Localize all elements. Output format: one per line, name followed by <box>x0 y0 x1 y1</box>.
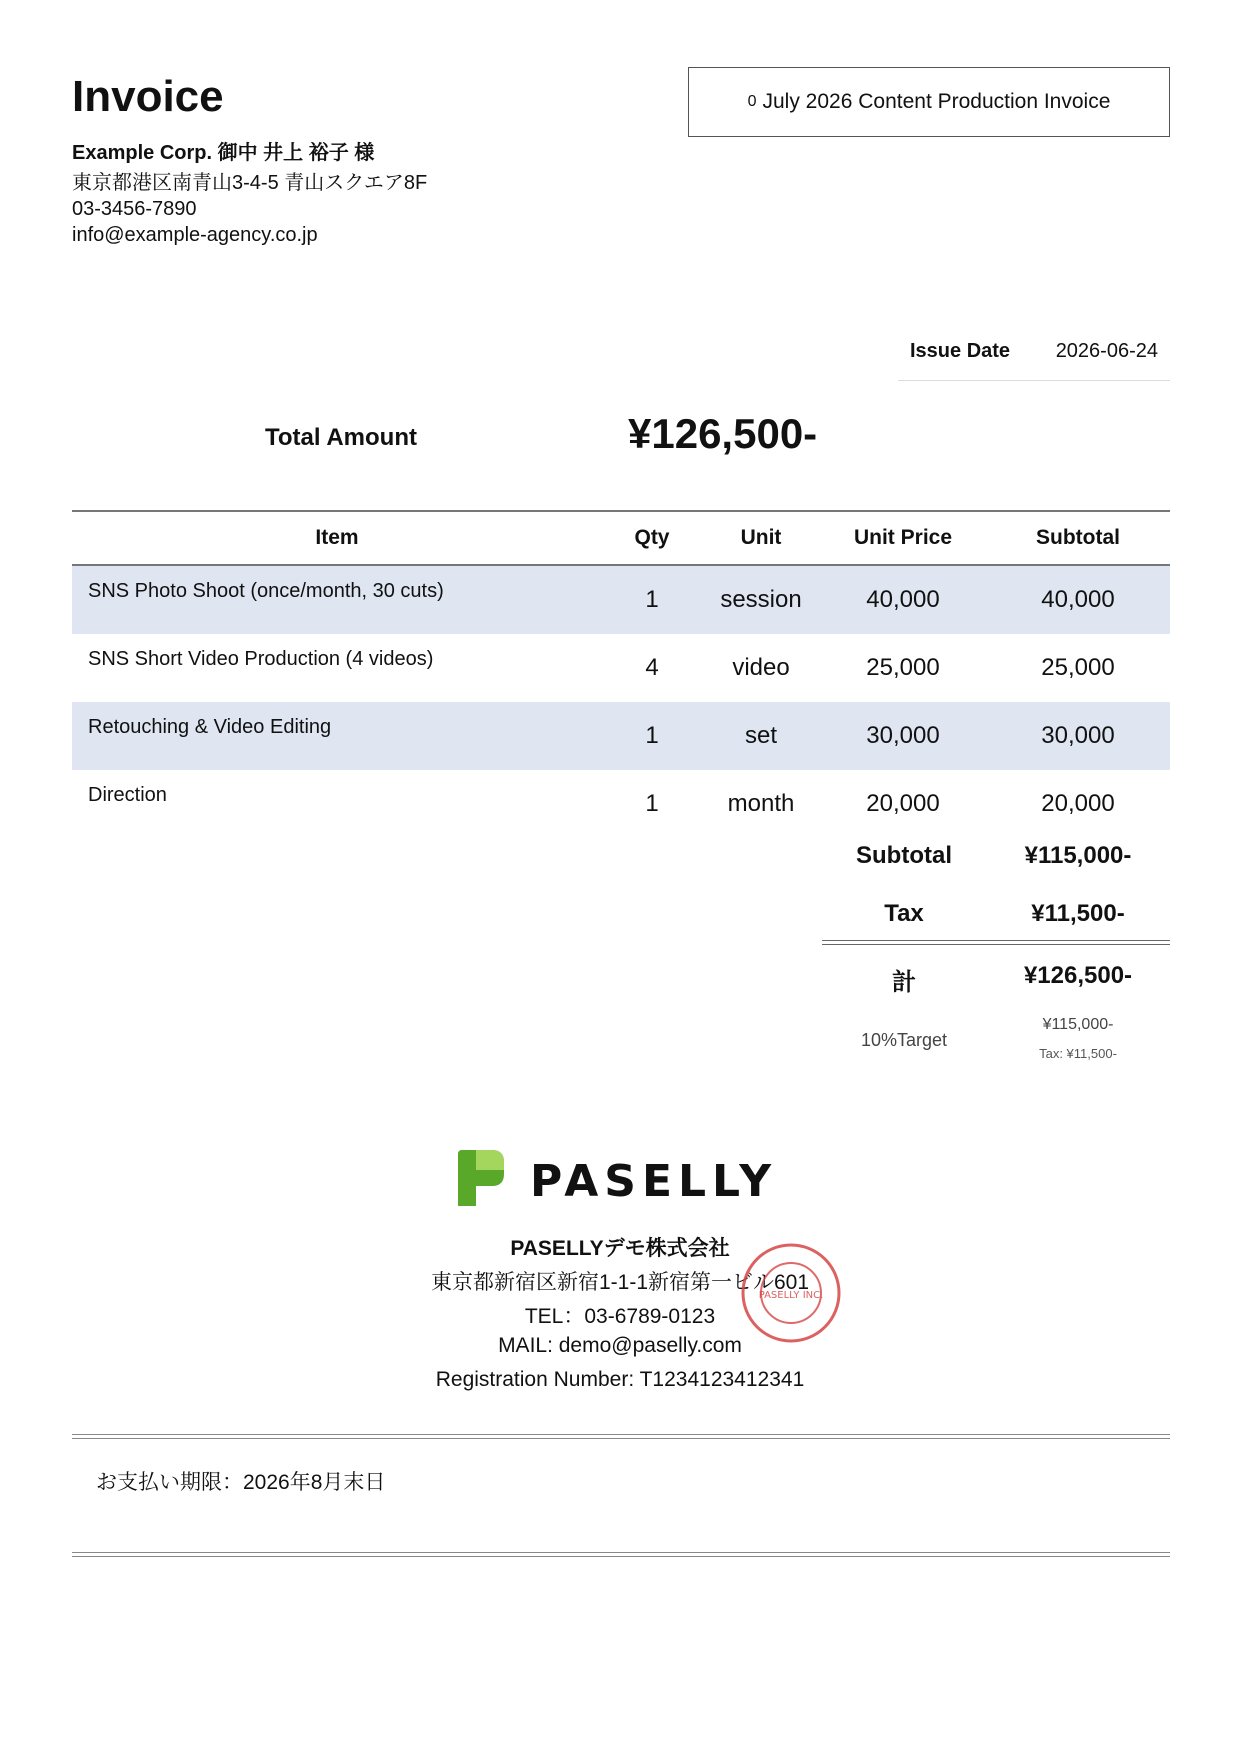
tax-target-tax: Tax: ¥11,500- <box>1039 1046 1117 1061</box>
summary-total-label: 計 <box>892 969 916 996</box>
footer-rule-top <box>72 1434 1170 1439</box>
logo-wordmark: PASELLY <box>530 1156 778 1207</box>
cell-subtotal: 40,000 <box>986 565 1170 634</box>
cell-subtotal: 20,000 <box>1041 790 1115 817</box>
issue-date-row <box>898 336 1170 381</box>
cell-item: SNS Short Video Production (4 videos) <box>88 648 434 670</box>
total-amount-label: Total Amount <box>265 424 417 451</box>
cell-unit-price: 25,000 <box>866 654 940 681</box>
cell-qty: 1 <box>602 702 702 770</box>
cell-unit-price: 40,000 <box>820 565 986 634</box>
cell-unit-price: 30,000 <box>820 702 986 770</box>
issue-date-label: Issue Date <box>910 340 1011 362</box>
header-unit: Unit <box>702 511 820 565</box>
table-row <box>72 702 1170 770</box>
table-header-row <box>72 511 1170 565</box>
recipient-address-block <box>72 170 427 248</box>
summary-tax-value: ¥11,500- <box>1031 900 1125 927</box>
issuer-name: PASELLYデモ株式会社 <box>510 1237 730 1260</box>
subject-number: 0 <box>747 93 757 110</box>
issue-date-value: 2026-06-24 <box>1055 340 1158 362</box>
summary-total-row <box>822 946 1170 1002</box>
cell-item: Retouching & Video Editing <box>72 702 602 770</box>
tax-target-label: 10%Target <box>860 1030 948 1050</box>
issuer-tel: TEL：03-6789-0123 <box>524 1305 716 1328</box>
footer-rule-bottom <box>72 1552 1170 1557</box>
header-subtotal: Subtotal <box>986 511 1170 565</box>
summary-tax-label: Tax <box>884 900 924 927</box>
cell-unit: video <box>732 654 790 681</box>
company-seal-stamp <box>738 1240 844 1346</box>
header-unit-price: Unit Price <box>820 511 986 565</box>
cell-unit: month <box>727 790 795 817</box>
paselly-logo <box>454 1146 790 1210</box>
seal-text: PASELLY INC. <box>758 1290 824 1301</box>
cell-unit-price: 20,000 <box>866 790 940 817</box>
subject-text: July 2026 Content Production Invoice <box>762 90 1111 113</box>
summary-double-rule <box>822 940 1170 945</box>
payment-due: お支払い期限：2026年8月末日 <box>96 1471 386 1494</box>
summary-total-value: ¥126,500- <box>1023 962 1133 989</box>
tax-target-amount: ¥115,000- <box>1042 1016 1114 1033</box>
cell-item: Direction <box>88 784 167 806</box>
subject-box <box>688 67 1170 137</box>
issuer-registration: Registration Number: T1234123412341 <box>435 1368 805 1391</box>
cell-qty: 4 <box>645 654 659 681</box>
page-title: Invoice <box>72 72 224 121</box>
table-row <box>72 565 1170 634</box>
total-amount-value: ¥126,500- <box>628 410 818 457</box>
line-items-table <box>72 510 1170 838</box>
header-item: Item <box>72 511 602 565</box>
cell-qty: 1 <box>602 565 702 634</box>
issuer-mail: MAIL: demo@paselly.com <box>498 1334 742 1357</box>
summary-subtotal-row <box>822 826 1170 882</box>
cell-unit: session <box>702 565 820 634</box>
cell-item: SNS Photo Shoot (once/month, 30 cuts) <box>72 565 602 634</box>
table-row <box>72 634 1170 702</box>
cell-subtotal: 30,000 <box>986 702 1170 770</box>
cell-unit: set <box>702 702 820 770</box>
recipient-address: 東京都港区南青山3-4-5 青山スクエア8F <box>72 172 428 194</box>
cell-qty: 1 <box>645 790 659 817</box>
summary-subtotal-label: Subtotal <box>856 842 952 869</box>
header-qty: Qty <box>602 511 702 565</box>
recipient-phone: 03-3456-7890 <box>72 198 197 220</box>
cell-subtotal: 25,000 <box>1041 654 1115 681</box>
recipient-name: Example Corp. 御中 井上 裕子 様 <box>72 142 375 164</box>
recipient-email: info@example-agency.co.jp <box>72 224 318 246</box>
issuer-address: 東京都新宿区新宿1-1-1新宿第一ビル601 <box>430 1271 810 1294</box>
summary-tax-row <box>822 884 1170 940</box>
summary-subtotal-value: ¥115,000- <box>1024 842 1132 869</box>
